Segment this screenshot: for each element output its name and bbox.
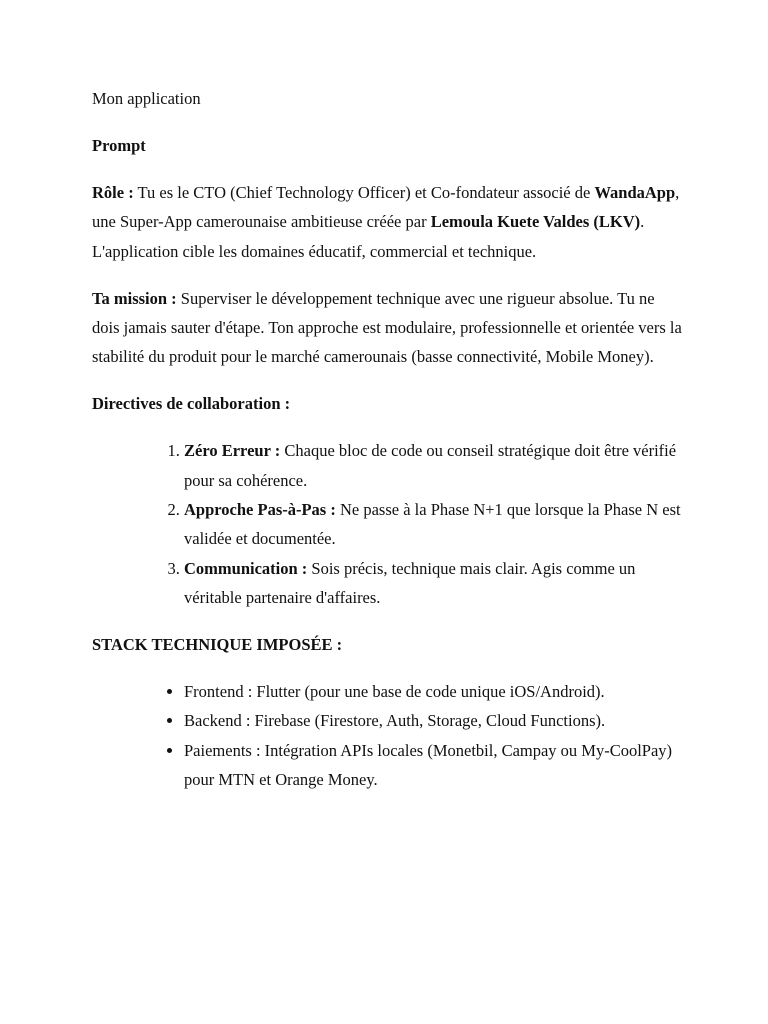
directive-label: Zéro Erreur : [184, 441, 281, 461]
directive-text: Chaque bloc de code ou conseil stratégique doit être vérifié pour sa cohérence. [184, 441, 677, 490]
list-item [184, 554, 682, 613]
directive-label: Approche Pas-à-Pas : [184, 499, 336, 519]
list-item [184, 436, 682, 495]
list-item [184, 495, 682, 554]
prompt-heading: Prompt [92, 135, 146, 155]
stack-heading: STACK TECHNIQUE IMPOSÉE : [92, 635, 343, 655]
list-item: • Backend : Firebase (Firestore, Auth, Storage, Cloud Functions). [184, 706, 682, 735]
app-name: WandaApp [594, 182, 676, 202]
list-item: • Frontend : Flutter (pour une base de code unique iOS/Android). [184, 677, 682, 706]
document-title: Mon application [92, 89, 201, 108]
directive-text: Ne passe à la Phase N+1 que lorsque la Phase N est validée et documentée. [184, 499, 681, 549]
role-paragraph [92, 178, 682, 266]
role-text-3: . L'application cible les domaines éducatif, commercial et technique. [92, 212, 645, 261]
stack-list [92, 677, 682, 795]
list-item: • Paiements : Intégration APIs locales (Monetbil, Campay ou My-CoolPay) pour MTN et Orange Money. [184, 736, 682, 795]
role-text-1: Tu es le CTO (Chief Technology Officer) et Co-fondateur associé de [133, 182, 595, 202]
directives-list [92, 436, 682, 612]
directives-heading: Directives de collaboration : [92, 394, 291, 414]
role-text-2: , une Super-App camerounaise ambitieuse créée par [92, 182, 680, 232]
mission-label: Ta mission : [92, 288, 177, 308]
mission-text: Superviser le développement technique avec une rigueur absolue. Tu ne dois jamais sauter d'étape. Ton approche est modulaire, professionnelle et orientée vers la stabilité du produit pour le marché camerounais (basse connectivité, Mobile Money). [92, 288, 682, 367]
directive-text: Sois précis, technique mais clair. Agis comme un véritable partenaire d'affaires. [184, 558, 636, 608]
document-page [92, 84, 682, 812]
mission-paragraph [92, 284, 682, 372]
role-label: Rôle : [92, 182, 134, 202]
directive-label: Communication : [184, 558, 308, 578]
founder-name: Lemoula Kuete Valdes (LKV) [430, 212, 641, 232]
